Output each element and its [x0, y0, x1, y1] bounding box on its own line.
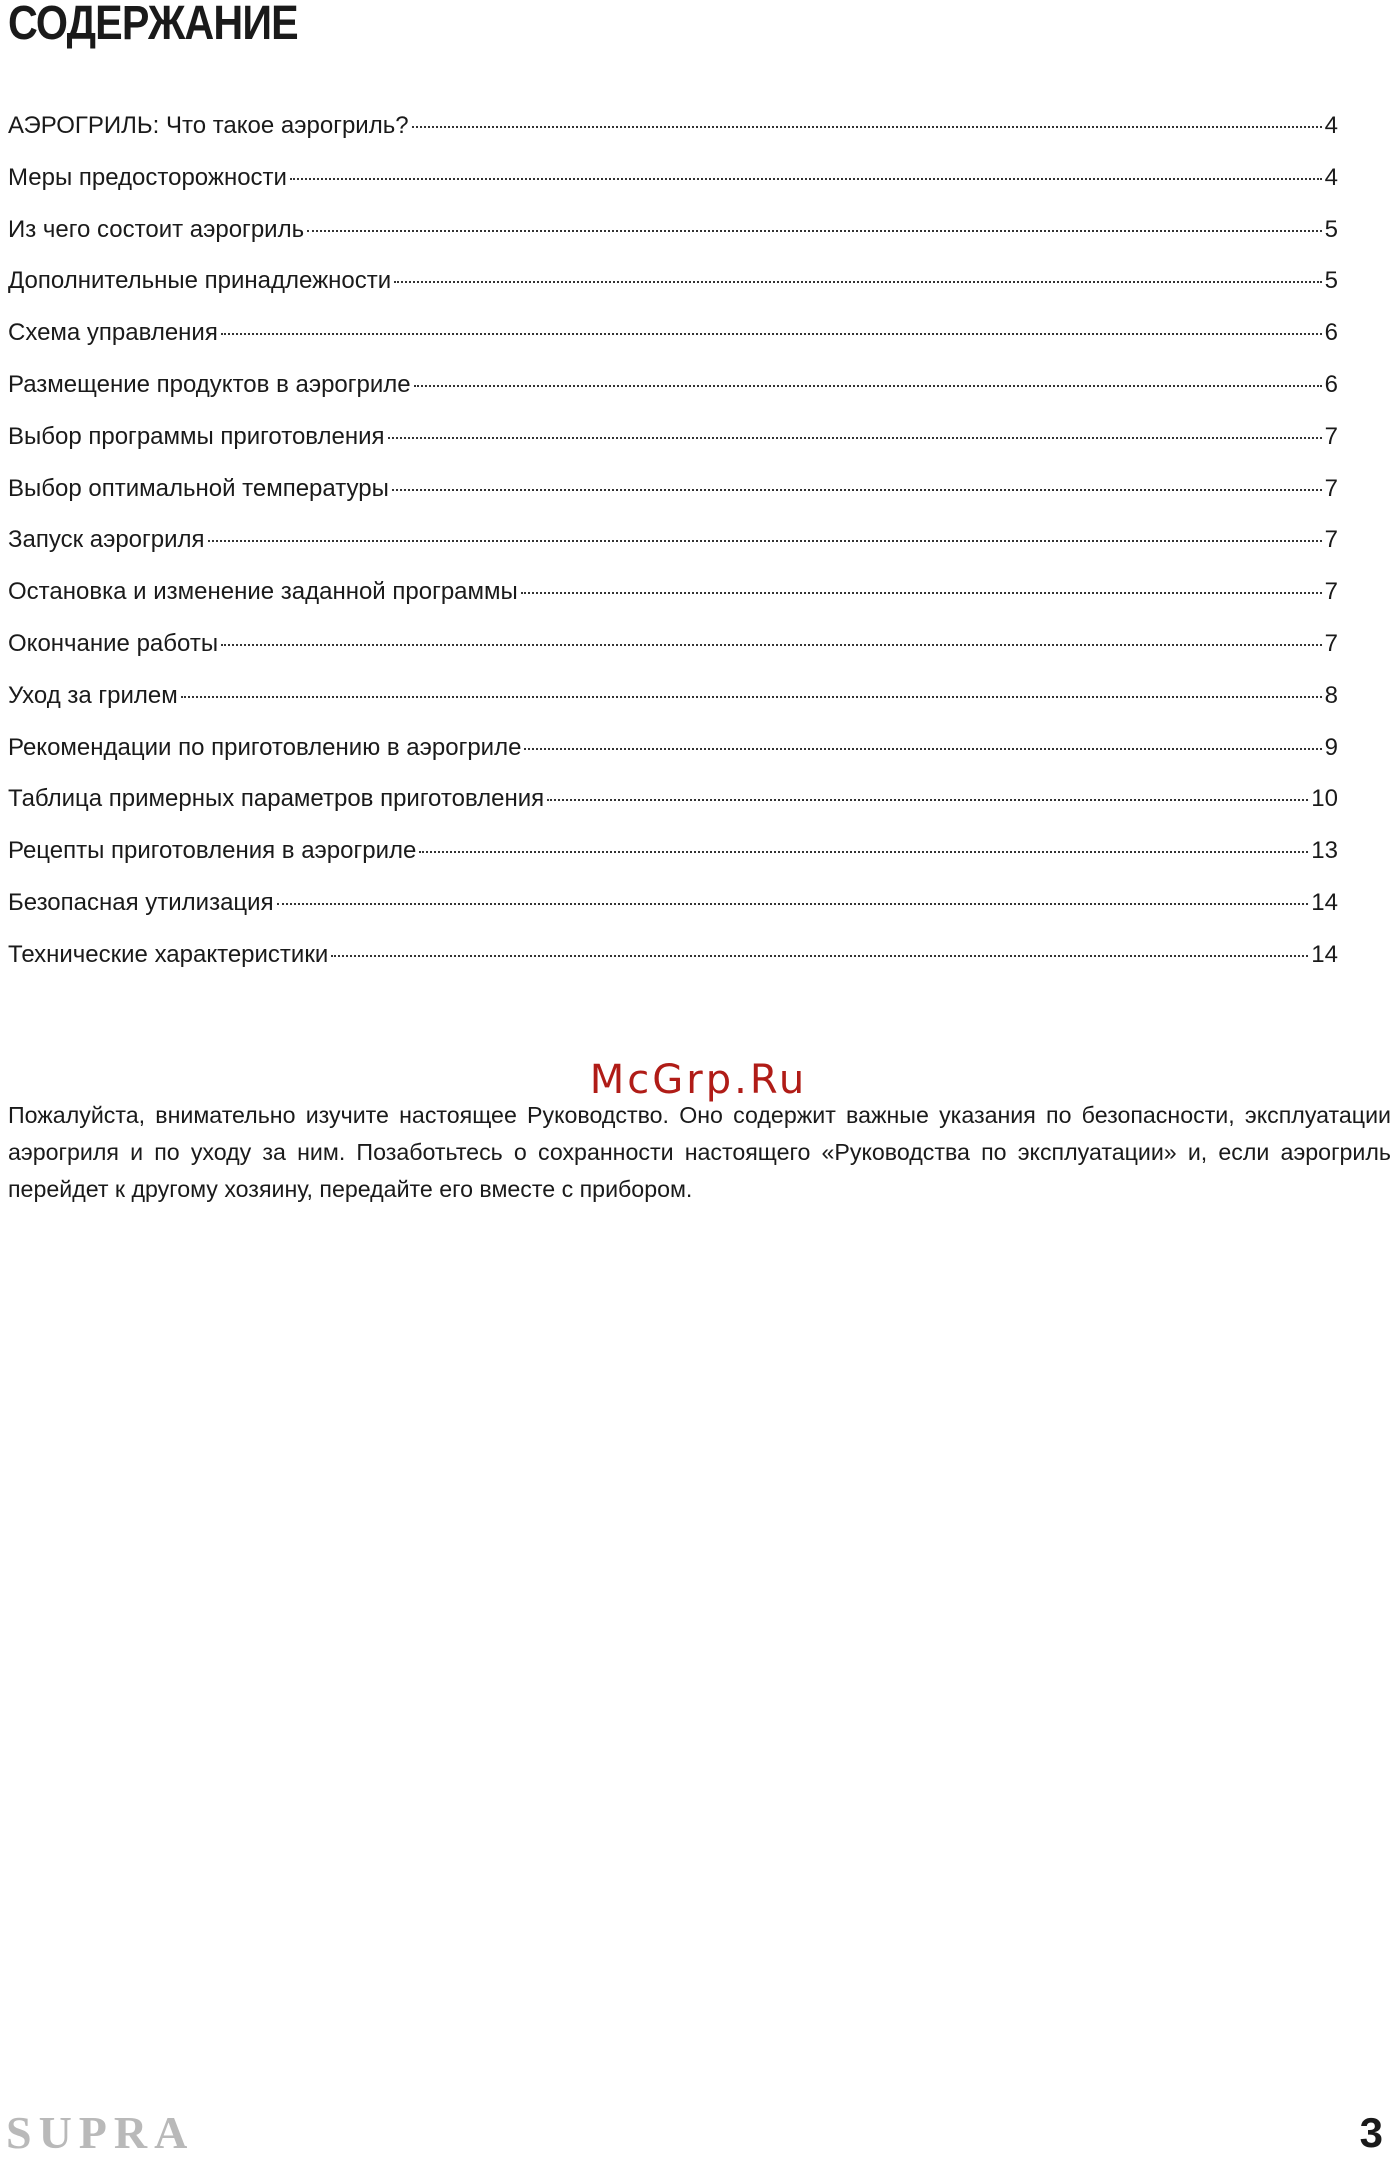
toc-entry-label: Меры предосторожности — [8, 163, 287, 191]
toc-dot-leader — [524, 748, 1321, 750]
table-of-contents — [8, 112, 1338, 993]
page-title: СОДЕРЖАНИЕ — [8, 0, 298, 50]
toc-entry-page: 5 — [1324, 215, 1338, 243]
toc-entry-label: Рецепты приготовления в аэрогриле — [8, 837, 417, 865]
toc-dot-leader — [394, 281, 1321, 283]
toc-entry-page: 4 — [1324, 112, 1338, 139]
toc-entry[interactable] — [8, 682, 1338, 734]
toc-entry[interactable] — [8, 837, 1338, 889]
toc-dot-leader — [221, 644, 1322, 646]
toc-entry[interactable] — [8, 630, 1338, 682]
toc-entry[interactable] — [8, 889, 1338, 941]
toc-entry-page: 9 — [1324, 733, 1338, 761]
toc-dot-leader — [414, 385, 1322, 387]
watermark: McGrp.Ru — [589, 1057, 808, 1103]
toc-entry-label: Окончание работы — [8, 629, 219, 657]
toc-dot-leader — [388, 437, 1322, 439]
toc-entry-label: Рекомендации по приготовлению в аэрогриле — [8, 733, 522, 761]
toc-entry-page: 7 — [1324, 629, 1338, 657]
toc-entry-label: Безопасная утилизация — [8, 888, 274, 916]
toc-entry-label: Запуск аэрогриля — [8, 526, 205, 554]
toc-entry-page: 5 — [1324, 267, 1338, 295]
toc-entry-page: 14 — [1311, 940, 1338, 968]
toc-dot-leader — [412, 126, 1322, 128]
toc-entry-label: Дополнительные принадлежности — [8, 267, 392, 295]
toc-dot-leader — [392, 489, 1322, 491]
toc-dot-leader — [221, 333, 1322, 335]
toc-entry[interactable] — [8, 319, 1338, 371]
toc-dot-leader — [277, 903, 1309, 905]
toc-dot-leader — [307, 230, 1322, 232]
toc-entry-page: 13 — [1311, 837, 1338, 865]
intro-paragraph: Пожалуйста, внимательно изучите настоящее Руководство. Оно содержит важные указания по безопасности, эксплуатации аэрогриля и по уходу за ним. Позаботьтесь о сохранности настоящего «Руководства по эксплуатации» и, если аэрогриль перейдет к другому хозяину, передайте его вместе с прибором. — [8, 1102, 1391, 1202]
toc-entry-page: 8 — [1324, 681, 1338, 709]
toc-entry[interactable] — [8, 423, 1338, 475]
toc-entry-label: Остановка и изменение заданной программы — [8, 578, 518, 606]
toc-entry[interactable] — [8, 371, 1338, 423]
toc-entry-page: 7 — [1324, 526, 1338, 554]
toc-entry[interactable] — [8, 941, 1338, 993]
toc-entry-label: Из чего состоит аэрогриль — [8, 215, 305, 243]
toc-entry[interactable] — [8, 112, 1338, 164]
toc-entry[interactable] — [8, 734, 1338, 786]
toc-entry-label: АЭРОГРИЛЬ: Что такое аэрогриль? — [8, 112, 409, 139]
toc-entry[interactable] — [8, 164, 1338, 216]
toc-entry[interactable] — [8, 475, 1338, 527]
toc-dot-leader — [181, 696, 1322, 698]
toc-entry-label: Выбор программы приготовления — [8, 422, 385, 450]
toc-entry-label: Уход за грилем — [8, 681, 178, 709]
toc-entry-page: 4 — [1324, 163, 1338, 191]
toc-entry-label: Схема управления — [8, 319, 218, 347]
toc-entry[interactable] — [8, 216, 1338, 268]
toc-entry[interactable] — [8, 785, 1338, 837]
toc-entry[interactable] — [8, 578, 1338, 630]
toc-entry[interactable] — [8, 526, 1338, 578]
toc-entry[interactable] — [8, 267, 1338, 319]
toc-entry-page: 7 — [1324, 578, 1338, 606]
toc-dot-leader — [547, 799, 1308, 801]
toc-dot-leader — [419, 851, 1308, 853]
toc-dot-leader — [290, 178, 1322, 180]
toc-dot-leader — [521, 592, 1322, 594]
toc-entry-label: Технические характеристики — [8, 940, 329, 968]
toc-entry-page: 7 — [1324, 422, 1338, 450]
page-number: 3 — [1359, 2109, 1383, 2156]
toc-entry-page: 14 — [1311, 888, 1338, 916]
toc-dot-leader — [331, 955, 1308, 957]
toc-entry-label: Выбор оптимальной температуры — [8, 474, 389, 502]
toc-entry-label: Таблица примерных параметров приготовления — [8, 785, 545, 813]
toc-dot-leader — [208, 540, 1322, 542]
toc-entry-page: 7 — [1324, 474, 1338, 502]
toc-entry-page: 6 — [1324, 370, 1338, 398]
toc-entry-label: Размещение продуктов в аэрогриле — [8, 370, 411, 398]
toc-entry-page: 6 — [1324, 319, 1338, 347]
brand-logo: SUPRA — [6, 2107, 195, 2158]
toc-entry-page: 10 — [1311, 785, 1338, 813]
